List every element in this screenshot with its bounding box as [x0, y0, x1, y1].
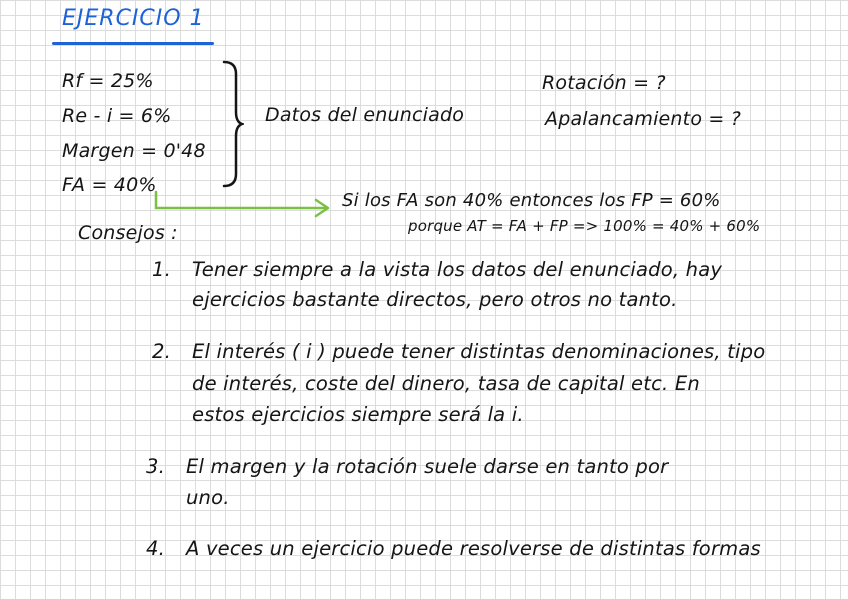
- green-arrow: [150, 190, 340, 220]
- question-apalancamiento: Apalancamiento = ?: [545, 108, 742, 130]
- arrow-note-line1: Si los FA son 40% entonces los FP = 60%: [342, 190, 721, 211]
- tip-3-line-2: uno.: [186, 486, 230, 509]
- tip-4-number: 4.: [146, 537, 166, 560]
- tip-1-line-1: 1. Tener siempre a la vista los datos del enunciado, hay: [152, 258, 723, 281]
- curly-brace: [222, 60, 244, 188]
- tip-2-number: 2.: [152, 340, 172, 363]
- tip-1-line-2: ejercicios bastante directos, pero otros no tanto.: [192, 288, 678, 311]
- data-item-rf: Rf = 25%: [62, 70, 154, 92]
- tip-2-line-2: de interés, coste del dinero, tasa de capital etc. En: [192, 372, 700, 395]
- arrow-note-line2: porque AT = FA + FP => 100% = 40% + 60%: [408, 217, 761, 235]
- page-title: EJERCICIO 1: [62, 6, 205, 31]
- tip-4-line-1: 4. A veces un ejercicio puede resolverse de distintas formas: [146, 537, 761, 560]
- tip-3-number: 3.: [146, 455, 166, 478]
- tip-3-line-1: 3. El margen y la rotación suele darse en tanto por: [146, 455, 669, 478]
- tip-1-number: 1.: [152, 258, 172, 281]
- consejos-label: Consejos :: [78, 222, 178, 244]
- data-item-margen: Margen = 0'48: [62, 140, 206, 162]
- question-rotacion: Rotación = ?: [542, 72, 666, 94]
- tip-2-line-3: estos ejercicios siempre será la i.: [192, 403, 524, 426]
- tip-2-line-1: 2. El interés ( i ) puede tener distintas denominaciones, tipo: [152, 340, 766, 363]
- brace-label: Datos del enunciado: [265, 104, 465, 126]
- title-underline: [52, 42, 214, 45]
- data-item-fa: FA = 40%: [62, 174, 157, 196]
- data-item-re-i: Re - i = 6%: [62, 105, 172, 127]
